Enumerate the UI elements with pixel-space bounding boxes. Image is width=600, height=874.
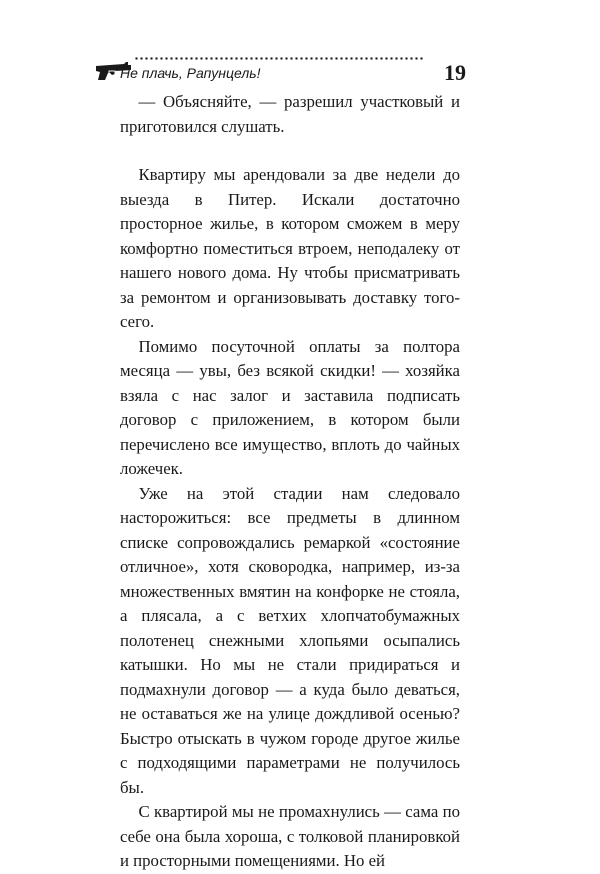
running-title: Не плачь, Рапунцель! [120,65,261,81]
paragraph: Квартиру мы арендовали за две недели до выезда в Питер. Искали достаточно просторное жилье, в котором сможем в меру комфортно поместиться втроем, неподалеку от нашего нового дома. Ну чтобы присматривать за ремонтом и организовывать доставку того-сего. [120,165,460,331]
dialogue-line: — Объясняйте, — разрешил участковый и приготовился слушать. [120,92,460,136]
page-number: 19 [444,60,466,85]
body-text [120,90,460,874]
running-header [94,50,466,90]
section-gap [120,139,460,163]
paragraph: Уже на этой стадии нам следовало насторожиться: все предметы в длинном списке сопровождались ремаркой «состояние отличное», хотя сковородка, например, из-за множественных вмятин на конфорке не стояла, а плясала, а с ветхих хлопчатобумажных полотенец снежными хлопьями осыпались катышки. Но мы не стали придираться и подмахнули договор — а куда было деваться, не оставаться же на улице дождливой осенью? Быстро отыскать в чужом городе другое жилье с подходящими параметрами не получилось бы. [120,483,460,797]
paragraph: Помимо посуточной оплаты за полтора месяца — увы, без всякой скидки! — хозяйка взяла с нас залог и заставила подписать договор с приложением, в котором были перечислено все имущество, вплоть до чайных ложечек. [120,336,460,478]
paragraph: С квартирой мы не промахнулись — сама по себе она была хороша, с толковой планировкой и просторными помещениями. Но ей [120,802,460,870]
dotted-rule [134,57,424,60]
